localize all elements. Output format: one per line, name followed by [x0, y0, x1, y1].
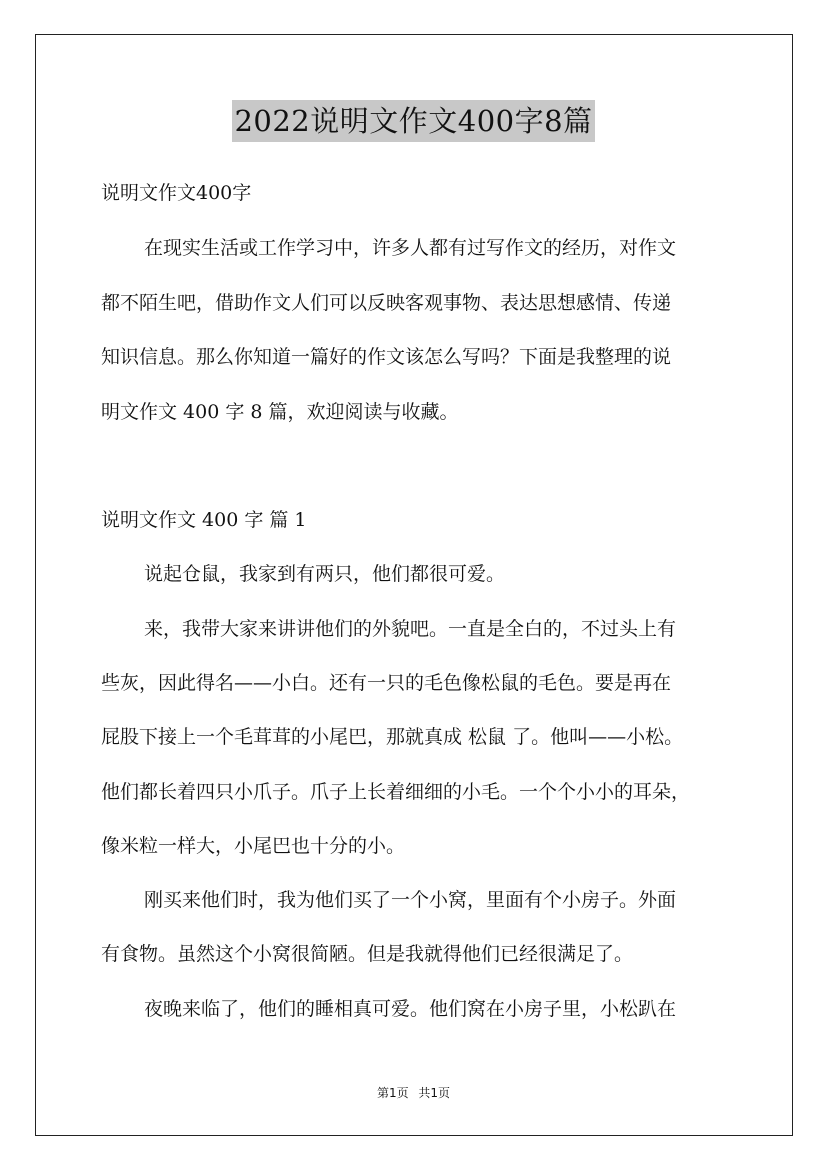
section-heading: 说明文作文 400 字 篇 1 [101, 509, 307, 531]
paragraph-line: 说起仓鼠，我家到有两只，他们都很可爱。 [144, 563, 506, 585]
paragraph-line: 屁股下接上一个毛茸茸的小尾巴，那就真成 松鼠 了。他叫——小松。 [101, 726, 684, 748]
paragraph-line: 他们都长着四只小爪子。爪子上长着细细的小毛。一个个小小的耳朵， [101, 781, 691, 803]
paragraph-line: 来，我带大家来讲讲他们的外貌吧。一直是全白的，不过头上有 [144, 618, 677, 640]
page-footer [0, 1085, 827, 1101]
intro-line: 明文作文 400 字 8 篇，欢迎阅读与收藏。 [101, 401, 459, 423]
paragraph-line: 夜晚来临了，他们的睡相真可爱。他们窝在小房子里，小松趴在 [144, 998, 677, 1020]
paragraph-line: 刚买来他们时，我为他们买了一个小窝，里面有个小房子。外面 [144, 889, 677, 911]
document-title: 2022说明文作文400字8篇 [232, 100, 594, 142]
intro-line: 都不陌生吧，借助作文人们可以反映客观事物、表达思想感情、传递 [101, 292, 672, 314]
page-total: 共1页 [418, 1086, 451, 1100]
intro-heading: 说明文作文400字 [101, 182, 252, 204]
intro-line: 知识信息。那么你知道一篇好的作文该怎么写吗？下面是我整理的说 [101, 346, 672, 368]
paragraph-line: 像米粒一样大，小尾巴也十分的小。 [101, 835, 406, 857]
page-number: 第1页 [376, 1086, 409, 1100]
paragraph-line: 些灰，因此得名——小白。还有一只的毛色像松鼠的毛色。要是再在 [101, 672, 672, 694]
paragraph-line: 有食物。虽然这个小窝很简陋。但是我就得他们已经很满足了。 [101, 943, 634, 965]
intro-line: 在现实生活或工作学习中，许多人都有过写作文的经历，对作文 [144, 237, 677, 259]
title-container [0, 100, 827, 142]
